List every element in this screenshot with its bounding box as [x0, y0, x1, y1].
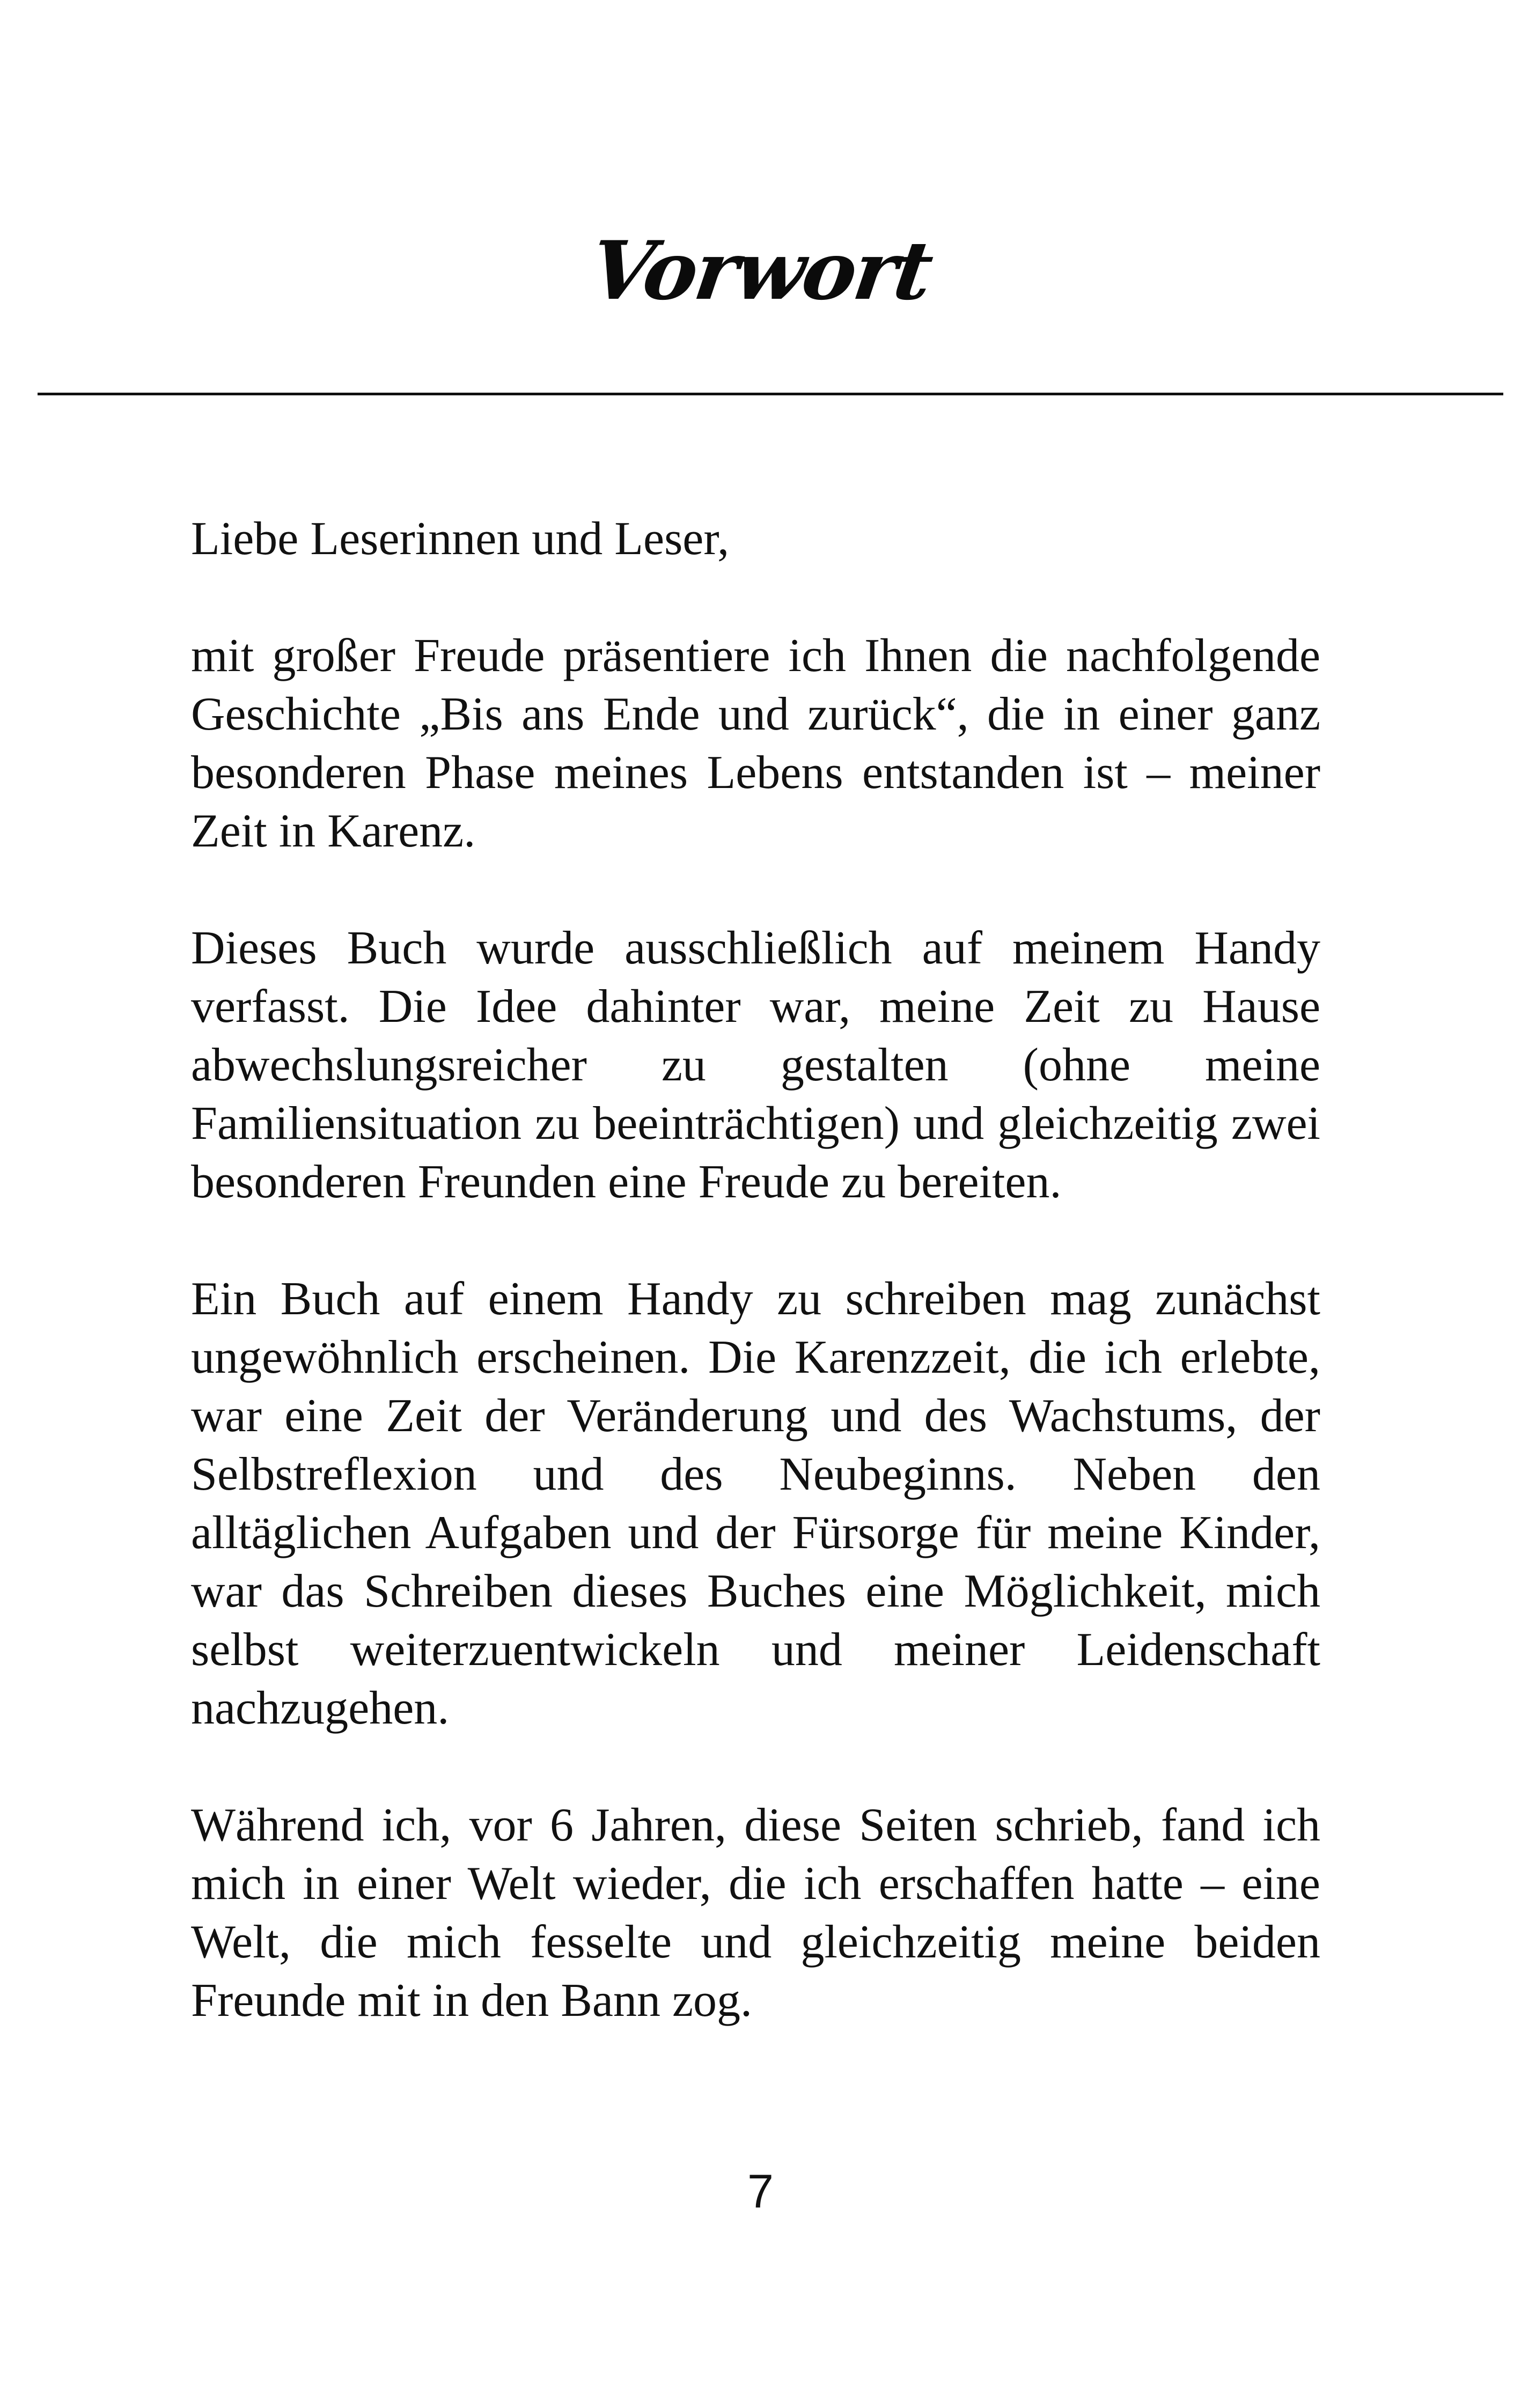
paragraph-2: Dieses Buch wurde ausschließlich auf meinem Handy verfasst. Die Idee dahinter war, meine Zeit zu Hause abwechslungsreicher zu gestalten (ohne meine Familiensituation zu beeinträchtigen) und gleichzeitig zwei besonderen Freunden eine Freude zu bereiten.: [191, 922, 1320, 1208]
paragraph-3: Ein Buch auf einem Handy zu schreiben mag zunächst ungewöhnlich erscheinen. Die Karenzzeit, die ich erlebte, war eine Zeit der Veränderung und des Wachstums, der Selbstreflexion und des Neubeginns. Neben den alltäglichen Aufgaben und der Fürsorge für meine Kinder, war das Schreiben dieses Buches eine Möglichkeit, mich selbst weiterzuentwickeln und meiner Leidenschaft nachzugehen.: [191, 1273, 1320, 1734]
greeting: Liebe Leserinnen und Leser,: [191, 513, 730, 565]
page-number: 7: [747, 2164, 774, 2218]
page-title: Vorwort: [584, 224, 937, 318]
paragraph-4: Während ich, vor 6 Jahren, diese Seiten schrieb, fand ich mich in einer Welt wieder, die ich erschaffen hatte – eine Welt, die mich fesselte und gleichzeitig meine beiden Freunde mit in den Bann zog.: [191, 1799, 1320, 2027]
title-divider: [38, 393, 1503, 395]
title-container: [0, 212, 1521, 351]
foreword-text: [191, 510, 1320, 2088]
paragraph-1: mit großer Freude präsentiere ich Ihnen die nachfolgende Geschichte „Bis ans Ende und zurück“, die in einer ganz besonderen Phase meines Lebens entstanden ist – meiner Zeit in Karenz.: [191, 630, 1320, 857]
